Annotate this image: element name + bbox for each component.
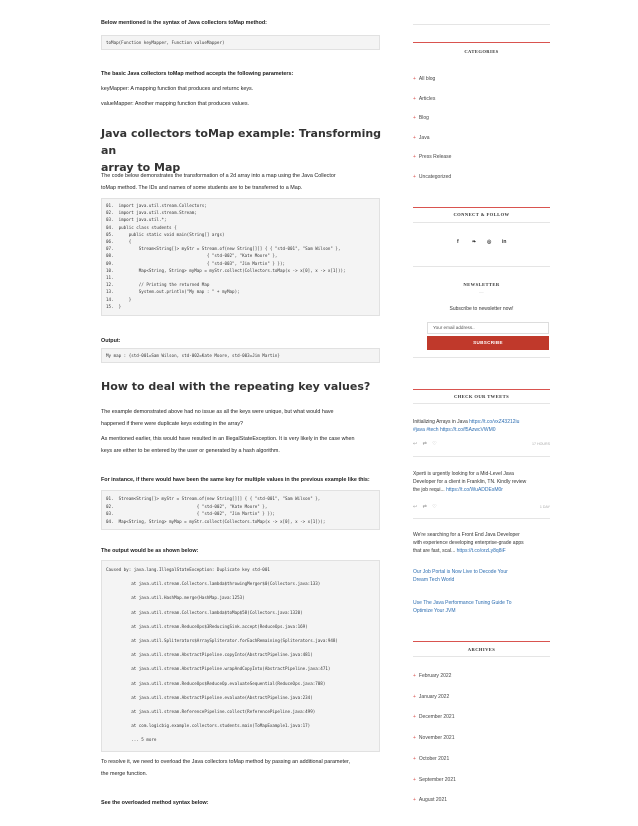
instance-intro: For instance, if there would have been the same key for multiple values in the previous example like this: [101,477,370,483]
plus-icon: + [413,76,416,82]
job-portal-link-line1: Our Job Portal is Now Live to Decode Your [413,569,508,575]
plus-icon: + [413,714,416,721]
code-line: 15. } [106,303,122,309]
overload-intro: See the overloaded method syntax below: [101,800,209,806]
tweet-1-actions [413,440,550,448]
reply-icon[interactable]: ↩ [413,441,418,447]
archive-label: October 2021 [418,755,450,762]
archive-item[interactable] [413,797,447,803]
example-desc-line1: The code below demonstrates the transformation of a 2d array into a map using the Java Collector [101,173,336,179]
subscribe-button[interactable]: SUBSCRIBE [427,336,549,350]
retweet-icon[interactable]: ⇄ [422,441,427,447]
param-key: keyMapper: A mapping function that produces and returnc keys. [101,86,254,92]
tweet-1-text: Initializing Arrays in Java [413,419,468,425]
archive-label: August 2021 [418,797,448,804]
plus-icon: + [413,95,416,102]
email-placeholder: Your email address.. [433,325,475,330]
tweet-2-line3: the job requi... [413,487,445,493]
tweet-2-line1: Xperti is urgently looking for a Mid-Level Java [413,471,514,477]
syntax-code: toMap(Function keyMapper, Function valueMapper) [106,40,225,45]
tweet-1-link[interactable]: https://t.co/vxZ43212iu [469,419,520,425]
archive-item[interactable] [413,756,449,762]
code-line: 07. Stream<String[]> myStr = Stream.of(new String[][] { { "std-001", "Sam Wilson" }, [106,246,341,252]
like-icon[interactable]: ♡ [432,441,437,447]
code-line: ... 5 more [106,737,157,743]
category-item[interactable] [413,135,429,141]
code-line: 03. import java.util.*; [106,217,167,223]
tweet-2-actions [413,503,550,511]
archive-item[interactable] [413,777,456,783]
plus-icon: + [413,693,416,700]
plus-icon: + [413,797,416,804]
category-label: Uncategorized [418,174,452,180]
resolve-line2: the merge function. [101,771,148,777]
archive-item[interactable] [413,694,449,700]
code-line: at java.util.stream.AbstractPipeline.wrapAndCopyInto(AbstractPipeline.java:471) [106,666,331,672]
plus-icon: + [413,134,416,141]
accent-divider [413,641,550,642]
category-item[interactable] [413,115,429,121]
code-line: 04. Map<String, String> myMap = myStr.collect(Collectors.toMap(x -> x[0], x -> x[1])); [106,518,326,524]
category-item[interactable] [413,96,435,102]
instagram-icon[interactable]: ◎ [487,239,492,245]
code-line: at java.util.stream.Collectors.lambda$throwingMerger$0(Collectors.java:133) [106,581,321,587]
code-line: Caused by: java.lang.IllegalStateException: Duplicate key std-001 [106,567,270,572]
resolve-line1: To resolve it, we need to overload the Java collectors toMap method by passing an additional parameter, [101,759,351,765]
archive-label: February 2022 [418,673,452,679]
archive-item[interactable] [413,714,455,720]
param-value: valueMapper: Another mapping function that produces values. [101,101,250,107]
category-item[interactable] [413,76,435,82]
plus-icon: + [413,776,416,783]
code-line: 13. System.out.println("My map : " + myMap); [106,289,240,295]
heading-example [101,125,386,176]
archive-label: November 2021 [418,735,455,742]
email-input[interactable] [427,322,549,334]
twitter-icon[interactable]: ❧ [472,239,477,245]
jvm-guide-link[interactable] [413,599,550,615]
code-line: 10. Map<String, String> myMap = myStr.collect(Collectors.toMap(x -> x[0], x -> x[1])); [106,267,346,273]
archive-label: December 2021 [418,714,455,721]
categories-title: CATEGORIES [464,49,499,54]
repeat-p1-line1: The example demonstrated above had no issue as all the keys were unique, but what would have [101,409,334,415]
retweet-icon[interactable]: ⇄ [422,504,427,510]
plus-icon: + [413,115,416,122]
repeat-p2-line1: As mentioned earlier, this would have resulted in an IllegalStateException. It is very likely in the case when [101,436,355,442]
code-line: 06. { [106,239,132,244]
code-line: at java.util.Spliterators$ArraySpliterator.forEachRemaining(Spliterators.java:948) [106,638,338,643]
code-line: at java.util.stream.AbstractPipeline.evaluate(AbstractPipeline.java:234) [106,694,313,700]
tweet-2-line2: Developer for a client in Franklin, TN. Kindly review [413,479,527,485]
facebook-icon[interactable]: f [457,239,459,245]
code-line: at java.util.stream.ReduceOps$ReduceOp.evaluateSequential(ReduceOps.java:708) [106,680,326,686]
heading-example-line2: array to Map [101,161,181,174]
accent-divider [413,42,550,43]
code-line: at com.logicbig.example.collectors.students.main(ToMapExample1.java:17) [106,723,311,729]
divider [413,518,550,519]
code-line: 01. import java.util.stream.Collectors; [106,203,207,208]
category-label: Press Release [418,154,452,161]
output-label: Output: [101,338,121,344]
newsletter-title: NEWSLETTER [463,282,500,287]
accent-divider [413,207,550,208]
divider [413,403,550,404]
repeat-p2-line2: keys are either to be entered by the user or generated by a hash algorithm. [101,448,280,454]
archive-item[interactable] [413,673,451,679]
heading-example-line1: Java collectors toMap example: Transforming an [101,127,382,157]
code-line: 02. import java.util.stream.Stream; [106,210,197,216]
tweet-2-link[interactable]: https://t.co/WuADDEsM0r [446,487,503,493]
code-line: 14. } [106,296,132,302]
code-block-example [101,198,380,316]
code-block-exception [101,560,380,752]
output-code-block [101,348,380,363]
heading-repeat: How to deal with the repeating key values? [101,380,371,393]
tweet-3-line2: with experience developing enterprise-grade apps [413,540,524,546]
code-line: at java.util.HashMap.merge(HashMap.java:1253) [106,595,245,601]
params-intro: The basic Java collectors toMap method accepts the following parameters: [101,71,294,77]
syntax-intro: Below mentioned is the syntax of Java collectors toMap method: [101,20,267,26]
tweet-2 [413,470,550,494]
syntax-code-block [101,35,380,50]
tweet-1-tags[interactable]: #java #tech https://t.co/f5AzwcVWM0 [413,427,496,433]
code-line: 12. // Printing the returned Map [106,282,210,288]
newsletter-dash: — [479,289,484,294]
category-label: Java [418,134,430,141]
category-label: Articles [418,95,436,102]
code-line: at java.util.stream.Collectors.lambda$toMap$58(Collectors.java:1320) [106,609,303,615]
tweet-3-line1: We're searching for a Front End Java Developer [413,532,520,538]
newsletter-subtitle: Subscribe to newsletter now! [449,306,514,312]
code-line: at java.util.stream.AbstractPipeline.copyInto(AbstractPipeline.java:481) [106,652,313,658]
code-line: 08. { "std-002", "Kate Moore" }, [106,253,278,259]
code-line: 02. { "std-002", "Kate Moore" }, [106,503,268,509]
output-code: My map : {std-001=Sam Wilson, std-002=Kate Moore, std-003=Jim Martin} [106,353,280,358]
plus-icon: + [413,154,416,161]
tweet-3 [413,531,550,555]
divider [413,266,550,267]
linkedin-icon[interactable]: in [502,239,507,245]
divider [413,24,550,25]
plus-icon: + [413,755,416,762]
tweet-1-time: 17 HOURS [532,442,550,446]
output2-intro: The output would be as shown below: [101,548,199,554]
code-line: 04. public class students { [106,224,177,230]
example-desc-line2: toMap method. The IDs and names of some students are to be transferred to a Map. [101,185,303,191]
tweet-1 [413,418,550,434]
code-block-duplicate [101,490,380,530]
category-item[interactable] [413,174,451,180]
code-line: 01. Stream<String[]> myStr = Stream.of(new String[][] { { "std-001", "Sam Wilson" }, [106,496,321,501]
tweet-2-time: 1 DAY [539,505,550,509]
tweet-3-line3: that are fast, scal... [413,548,456,554]
accent-divider [413,389,550,390]
repeat-p1-line2: happened if there were duplicate keys existing in the array? [101,421,244,427]
code-line: 05. public static void main(String[] args) [106,231,225,237]
jvm-guide-link-line2: Optimize Your JVM [413,608,456,614]
divider [413,656,550,657]
plus-icon: + [413,735,416,742]
category-label: Blog [418,115,429,122]
code-line: 09. { "std-003", "Jim Martin" } }); [106,260,285,266]
tweets-title: CHECK OUR TWEETS [453,394,510,399]
jvm-guide-link-line1: Use The Java Performance Tuning Guide To [413,600,512,606]
category-label: All blog [418,76,436,82]
like-icon[interactable]: ♡ [432,504,437,510]
archive-label: September 2021 [418,776,456,783]
code-line: at java.util.stream.ReferencePipeline.collect(ReferencePipeline.java:499) [106,709,316,714]
archives-title: ARCHIVES [467,647,496,652]
code-line: 03. { "std-002", "Jim Martin" } }); [106,511,275,516]
code-line: at java.util.stream.ReduceOps$3ReducingSink.accept(ReduceOps.java:169) [106,623,308,629]
archive-label: January 2022 [418,693,450,700]
job-portal-link-line2: Dream Tech World [413,577,455,583]
reply-icon[interactable]: ↩ [413,504,418,510]
divider [413,456,550,457]
archive-item[interactable] [413,735,455,741]
job-portal-link[interactable] [413,568,550,584]
plus-icon: + [413,673,416,679]
plus-icon: + [413,174,416,180]
divider [413,222,550,223]
divider [413,357,550,358]
category-item[interactable] [413,154,451,160]
connect-title: CONNECT & FOLLOW [453,212,510,217]
code-line: 11. [106,275,114,280]
tweet-3-link[interactable]: https://t.co/orzLy8q8iF [456,548,506,554]
